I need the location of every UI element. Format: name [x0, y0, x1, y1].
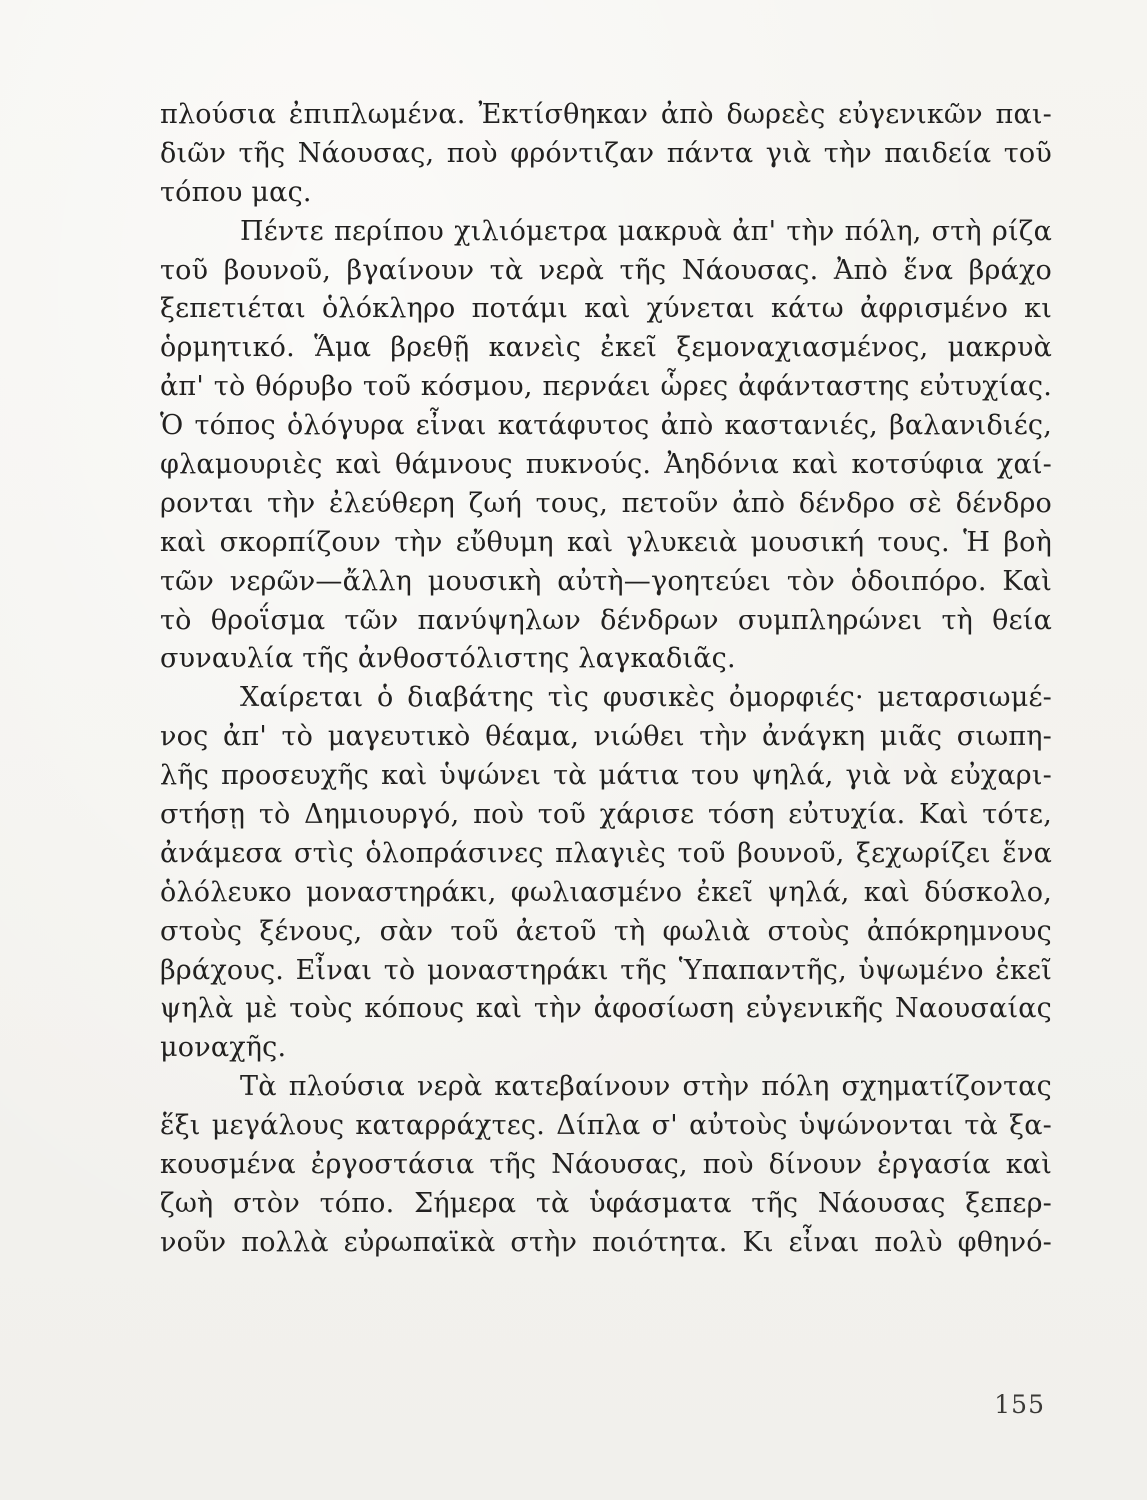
text-line: νος ἀπ' τὸ μαγευτικὸ θέαμα, νιώθει τὴν ἀνάγκη μιᾶς σιωπη- [160, 721, 1052, 753]
text-line: τοῦ βουνοῦ, βγαίνουν τὰ νερὰ τῆς Νάουσας. Ἀπὸ ἕνα βράχο [160, 254, 1052, 286]
text-line: ἀπ' τὸ θόρυβο τοῦ κόσμου, περνάει ὧρες ἀφάνταστης εὐτυχίας. [160, 371, 1052, 403]
text-line: τόπου μας. [160, 176, 312, 208]
text-line: Πέντε περίπου χιλιόμετρα μακρυὰ ἀπ' τὴν πόλη, στὴ ρίζα [240, 215, 1052, 247]
text-line: καὶ σκορπίζουν τὴν εὔθυμη καὶ γλυκειὰ μουσική τους. Ἡ βοὴ [160, 526, 1052, 558]
text-line: βράχους. Εἶναι τὸ μοναστηράκι τῆς Ὑπαπαντῆς, ὑψωμένο ἐκεῖ [160, 954, 1052, 986]
text-line: ἕξι μεγάλους καταρράχτες. Δίπλα σ' αὐτοὺς ὑψώνονται τὰ ξα- [160, 1110, 1052, 1142]
text-line: Ὁ τόπος ὁλόγυρα εἶναι κατάφυτος ἀπὸ καστανιές, βαλανιδιές, [160, 410, 1052, 442]
text-line: ὁρμητικό. Ἅμα βρεθῇ κανεὶς ἐκεῖ ξεμοναχιασμένος, μακρυὰ [160, 332, 1052, 364]
text-line: Τὰ πλούσια νερὰ κατεβαίνουν στὴν πόλη σχηματίζοντας [240, 1071, 1052, 1103]
text-line: ξεπετιέται ὁλόκληρο ποτάμι καὶ χύνεται κάτω ἀφρισμένο κι [160, 293, 1052, 325]
text-line: στοὺς ξένους, σὰν τοῦ ἀετοῦ τὴ φωλιὰ στοὺς ἀπόκρημνους [160, 915, 1052, 947]
text-line: φλαμουριὲς καὶ θάμνους πυκνούς. Ἀηδόνια καὶ κοτσύφια χαί- [160, 449, 1052, 481]
page-number: 155 [994, 1390, 1045, 1419]
text-line: ψηλὰ μὲ τοὺς κόπους καὶ τὴν ἀφοσίωση εὐγενικῆς Ναουσαίας [160, 993, 1052, 1025]
text-line: Χαίρεται ὁ διαβάτης τὶς φυσικὲς ὀμορφιές· μεταρσιωμέ- [240, 682, 1052, 714]
text-line: στήσῃ τὸ Δημιουργό, ποὺ τοῦ χάρισε τόση εὐτυχία. Καὶ τότε, [160, 799, 1052, 831]
text-line: διῶν τῆς Νάουσας, ποὺ φρόντιζαν πάντα γιὰ τὴν παιδεία τοῦ [160, 137, 1052, 169]
text-line: τῶν νερῶν—ἄλλη μουσικὴ αὐτὴ—γοητεύει τὸν ὁδοιπόρο. Καὶ [160, 565, 1052, 597]
text-line: ὁλόλευκο μοναστηράκι, φωλιασμένο ἐκεῖ ψηλά, καὶ δύσκολο, [160, 876, 1052, 908]
text-line: πλούσια ἐπιπλωμένα. Ἐκτίσθηκαν ἀπὸ δωρεὲς εὐγενικῶν παι- [160, 99, 1052, 130]
text-line: νοῦν πολλὰ εὐρωπαϊκὰ στὴν ποιότητα. Κι εἶναι πολὺ φθηνό- [160, 1226, 1052, 1258]
text-line: κουσμένα ἐργοστάσια τῆς Νάουσας, ποὺ δίνουν ἐργασία καὶ [160, 1149, 1052, 1181]
text-line: λῆς προσευχῆς καὶ ὑψώνει τὰ μάτια του ψηλά, γιὰ νὰ εὐχαρι- [160, 760, 1052, 792]
text-line: μοναχῆς. [160, 1032, 287, 1064]
body-text [160, 96, 1052, 1263]
text-line: συναυλία τῆς ἀνθοστόλιστης λαγκαδιᾶς. [160, 643, 736, 675]
text-line: τὸ θροΐσμα τῶν πανύψηλων δένδρων συμπληρώνει τὴ θεία [160, 604, 1052, 636]
text-line: ζωὴ στὸν τόπο. Σήμερα τὰ ὑφάσματα τῆς Νάουσας ξεπερ- [160, 1187, 1052, 1219]
text-line: ρονται τὴν ἐλεύθερη ζωή τους, πετοῦν ἀπὸ δένδρο σὲ δένδρο [160, 487, 1052, 519]
text-line: ἀνάμεσα στὶς ὁλοπράσινες πλαγιὲς τοῦ βουνοῦ, ξεχωρίζει ἕνα [160, 837, 1052, 869]
